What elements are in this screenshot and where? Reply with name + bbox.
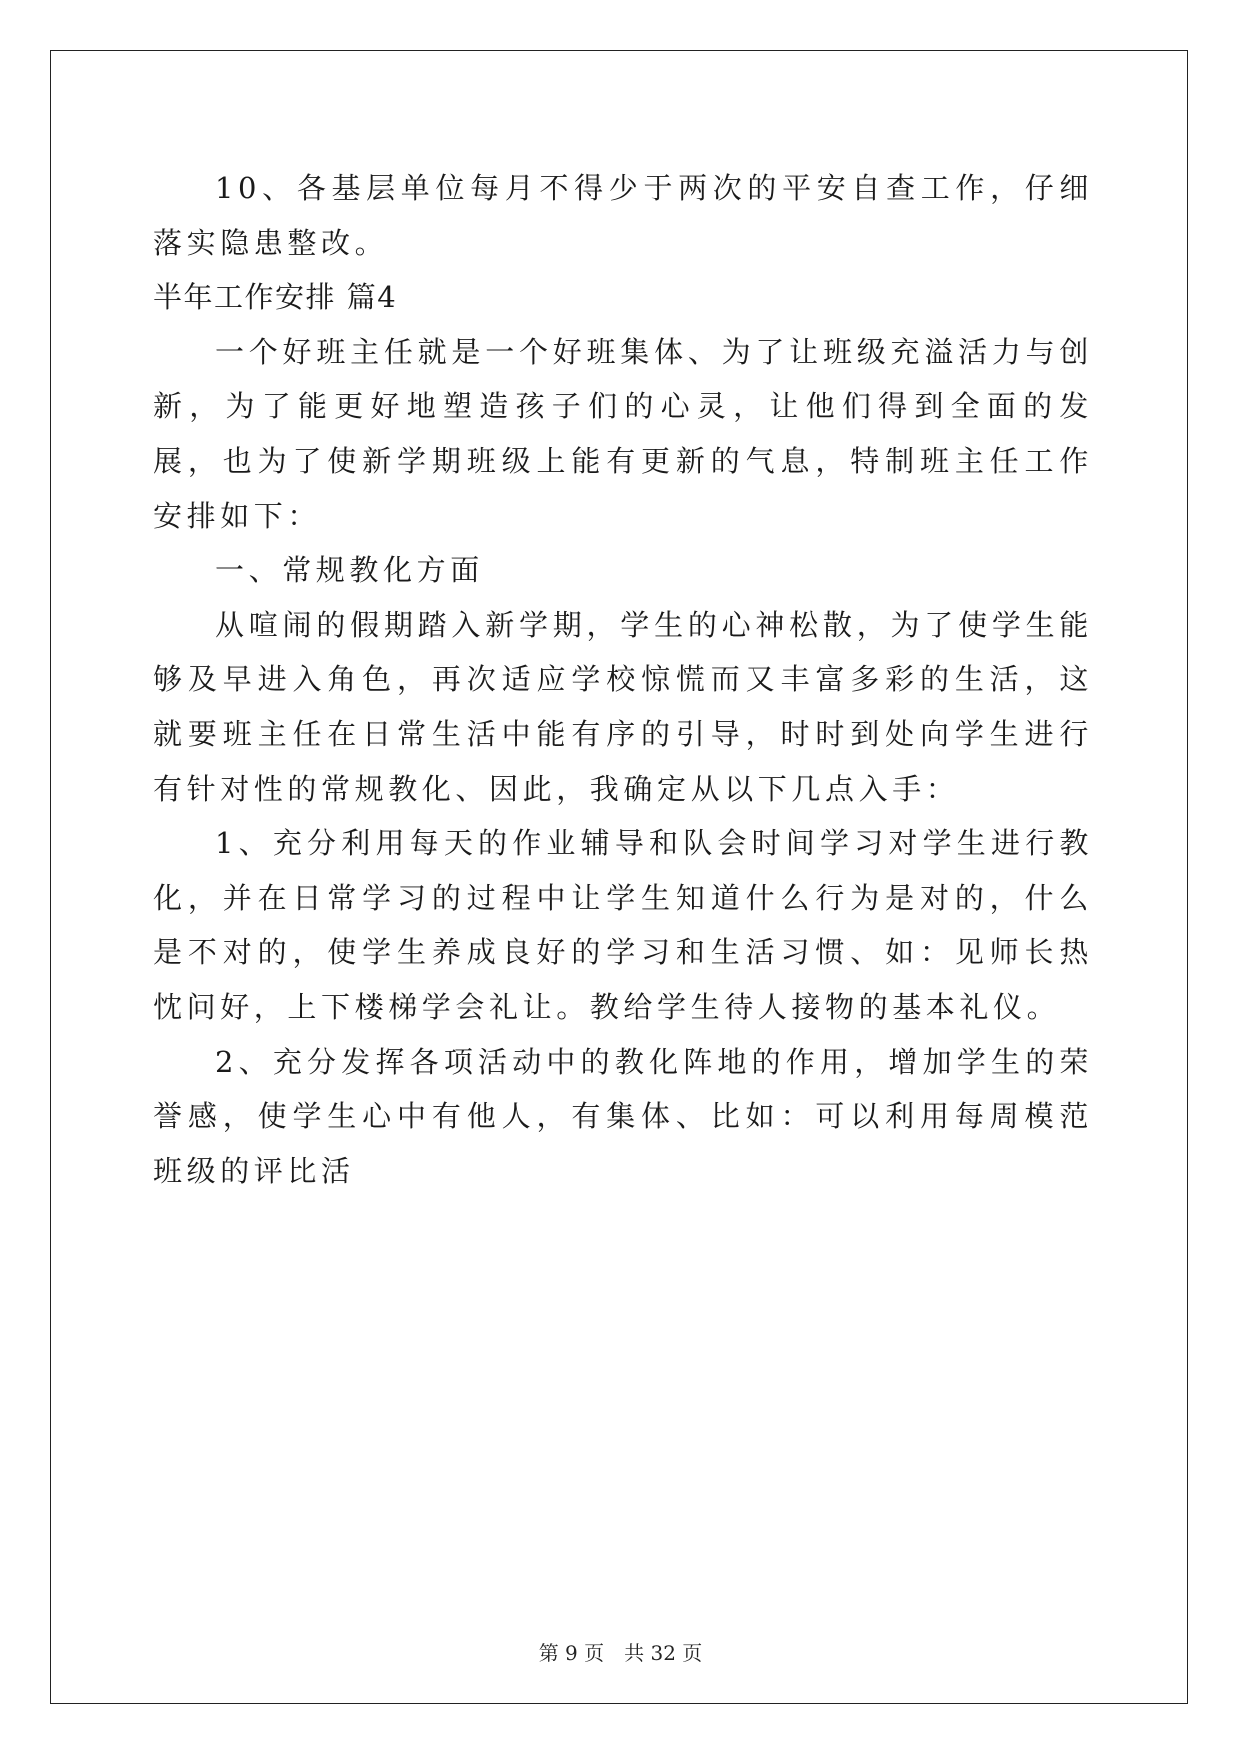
document-body (153, 161, 1093, 1198)
paragraph-item-10: 10、各基层单位每月不得少于两次的平安自查工作，仔细落实隐患整改。 (153, 171, 1093, 260)
paragraph-point-1: 1、充分利用每天的作业辅导和队会时间学习对学生进行教化，并在日常学习的过程中让学生知道什么行为是对的，什么是不对的，使学生养成良好的学习和生活习惯、如：见师长热忱问好，上下楼梯学会礼让。教给学生待人接物的基本礼仪。 (153, 826, 1093, 1024)
page-number: 第 9 页 共 32 页 (538, 1641, 703, 1665)
paragraph-new-semester: 从喧闹的假期踏入新学期，学生的心神松散，为了使学生能够及早进入角色，再次适应学校惊慌而又丰富多彩的生活，这就要班主任在日常生活中能有序的引导，时时到处向学生进行有针对性的常规教化、因此，我确定从以下几点入手： (153, 607, 1093, 806)
subheading-routine-education: 一、常规教化方面 (215, 553, 484, 588)
paragraph-intro: 一个好班主任就是一个好班集体、为了让班级充溢活力与创新，为了能更好地塑造孩子们的心灵，让他们得到全面的发展，也为了使新学期班级上能有更新的气息，特制班主任工作安排如下： (153, 334, 1093, 533)
section-heading: 半年工作安排 篇4 (153, 280, 398, 315)
paragraph-point-2: 2、充分发挥各项活动中的教化阵地的作用，增加学生的荣誉感，使学生心中有他人，有集体、比如：可以利用每周模范班级的评比活 (153, 1044, 1093, 1188)
